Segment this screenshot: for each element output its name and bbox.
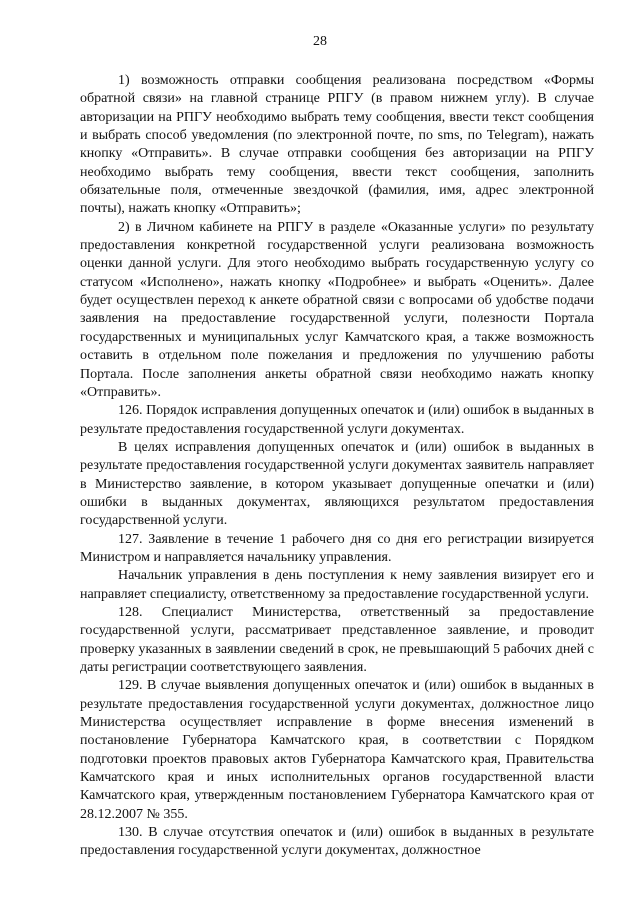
paragraph-126-details: В целях исправления допущенных опечаток и (или) ошибок в выданных в результате предоставления государственной услуги документах заявитель направляет в Министерство заявление, в котором указывает допущенные опечатки и (или) ошибки в выданных документах, являющихся результатом предоставления государственной услуги. <box>80 439 594 529</box>
paragraph-126: 126. Порядок исправления допущенных опечаток и (или) ошибок в выданных в результате предоставления государственной услуги документах. <box>80 403 594 437</box>
paragraph-130: 130. В случае отсутствия опечаток и (или) ошибок в выданных в результате предоставления государственной услуги документах, должностное <box>80 825 594 859</box>
paragraph-127: 127. Заявление в течение 1 рабочего дня со дня его регистрации визируется Министром и направляется начальнику управления. <box>80 531 594 565</box>
paragraph-129: 129. В случае выявления допущенных опечаток и (или) ошибок в выданных в результате предоставления государственной услуги документах, должностное лицо Министерства осуществляет исправление в форме внесения изменений в постановление Губернатора Камчатского края, в соответствии с Порядком подготовки проектов правовых актов Губернатора Камчатского края, Правительства Камчатского края и иных исполнительных органов государственной власти Камчатского края, утвержденным постановлением Губернатора Камчатского края от 28.12.2007 № 355. <box>80 678 594 822</box>
document-body <box>80 72 594 861</box>
paragraph-item-1: 1) возможность отправки сообщения реализована посредством «Формы обратной связи» на главной странице РПГУ (в правом нижнем углу). В случае авторизации на РПГУ необходимо выбрать тему сообщения, ввести текст сообщения и выбрать способ уведомления (по электронной почте, по sms, по Telegram), нажать кнопку «Отправить». В случае отправки сообщения без авторизации на РПГУ необходимо выбрать тему сообщения, ввести текст сообщения, заполнить обязательные поля, отмеченные звездочкой (фамилия, имя, адрес электронной почты), нажать кнопку «Отправить»; <box>80 73 594 217</box>
paragraph-item-2: 2) в Личном кабинете на РПГУ в разделе «Оказанные услуги» по результату предоставления конкретной государственной услуги реализована возможность оценки данной услуги. Для этого необходимо выбрать государственную услугу со статусом «Исполнено», нажать кнопку «Подробнее» и выбрать «Оценить». Далее будет осуществлен переход к анкете обратной связи с вопросами об удобстве подачи заявления на предоставление государственной услуги, полезности Портала государственных и муниципальных услуг Камчатского края, а также возможность оставить в отдельном поле пожелания и предложения по улучшению работы Портала. После заполнения анкеты обратной связи необходимо нажать кнопку «Отправить». <box>80 219 594 400</box>
paragraph-128: 128. Специалист Министерства, ответственный за предоставление государственной услуги, рассматривает представленное заявление, и проводит проверку указанных в заявлении сведений в срок, не превышающий 5 рабочих дней с даты регистрации соответствующего заявления. <box>80 604 594 675</box>
page-number: 28 <box>313 34 327 49</box>
paragraph-127-details: Начальник управления в день поступления к нему заявления визирует его и направляет специалисту, ответственному за предоставление государственной услуги. <box>80 568 594 602</box>
